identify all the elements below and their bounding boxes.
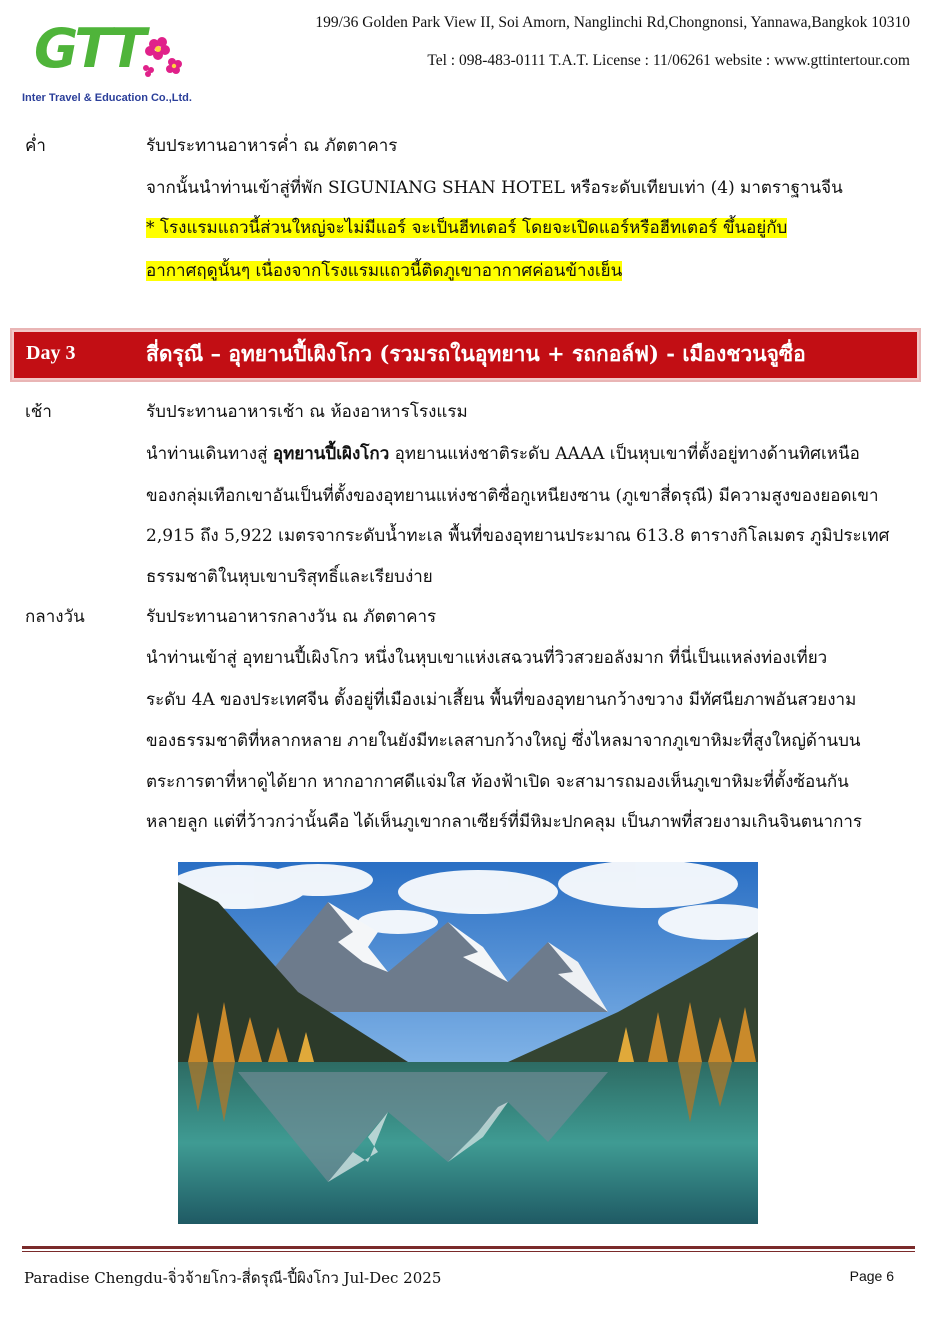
company-logo	[22, 17, 192, 110]
lunch-paragraph-line: ตระการตาที่หาดูได้ยาก หากอากาศดีแจ่มใส ท้องฟ้าเปิด จะสามารถมองเห็นภูเขาหิมะที่ตั้งซ้อนกัน	[146, 772, 849, 792]
dinner-line: รับประทานอาหารค่ำ ณ ภัตตาคาร	[146, 136, 398, 156]
morning-paragraph-line: ของกลุ่มเทือกเขาอันเป็นที่ตั้งของอุทยานแห่งชาติซื่อกูเหนียงซาน (ภูเขาสี่ดรุณี) มีความสูงของยอดเขา	[146, 486, 879, 506]
flower-icon	[134, 32, 186, 88]
text-segment: นำท่านเดินทางสู่	[146, 444, 273, 464]
lunch-line: รับประทานอาหารกลางวัน ณ ภัตตาคาร	[146, 607, 437, 627]
morning-paragraph-line: ธรรมชาติในหุบเขาบริสุทธิ์และเรียบง่าย	[146, 567, 433, 587]
lunch-paragraph-line: นำท่านเข้าสู่ อุทยานปี้เผิงโกว หนึ่งในหุบเขาแห่งเสฉวนที่วิวสวยอลังมาก ที่นี่เป็นแหล่งท่องเที่ยว	[146, 648, 828, 668]
morning-paragraph-line: 2,915 ถึง 5,922 เมตรจากระดับน้ำทะเล พื้นที่ของอุทยานประมาณ 613.8 ตารางกิโลเมตร ภูมิประเทศ	[146, 526, 890, 546]
footer-program-title: Paradise Chengdu-จิ่วจ้ายโกว-สี่ดรุณี-ปี้ผิงโกว Jul-Dec 2025	[24, 1269, 442, 1287]
morning-paragraph-line	[146, 440, 860, 467]
hotel-note-line	[146, 257, 622, 284]
logo-text: GTT	[34, 17, 144, 80]
hotel-note-line	[146, 214, 787, 241]
page-number: Page 6	[849, 1268, 894, 1284]
logo-tagline: Inter Travel & Education Co.,Ltd.	[22, 92, 192, 104]
breakfast-line: รับประทานอาหารเช้า ณ ห้องอาหารโรงแรม	[146, 402, 468, 422]
lunch-paragraph-line: ระดับ 4A ของประเทศจีน ตั้งอยู่ที่เมืองเม่าเสี้ยน พื้นที่ของอุทยานกว้างขวาง มีทัศนียภาพอันสวยงาม	[146, 690, 857, 710]
day-title: สี่ดรุณี – อุทยานปี้เผิงโกว (รวมรถในอุทยาน + รถกอล์ฟ) - เมืองชวนจูซื่อ	[146, 341, 806, 366]
lunch-paragraph-line: หลายลูก แต่ที่ว้าวกว่านั้นคือ ได้เห็นภูเขากลาเซียร์ที่มีหิมะปกคลุม เป็นภาพที่สวยงามเกินจินตนาการ	[146, 812, 863, 832]
footer-divider-thin	[22, 1251, 915, 1252]
company-contact: Tel : 098-483-0111 T.A.T. License : 11/06261 website : www.gttintertour.com	[427, 52, 910, 69]
company-address: 199/36 Golden Park View II, Soi Amorn, Nanglinchi Rd,Chongnonsi, Yannawa,Bangkok 10310	[315, 14, 910, 31]
lunch-label: กลางวัน	[25, 607, 85, 627]
highlight-text: อากาศฤดูนั้นๆ เนื่องจากโรงแรมแถวนี้ติดภูเขาอากาศค่อนข้างเย็น	[146, 261, 623, 281]
landscape-illustration	[178, 862, 758, 1224]
morning-label: เช้า	[25, 402, 52, 422]
hotel-line: จากนั้นนำท่านเข้าสู่ที่พัก SIGUNIANG SHAN HOTEL หรือระดับเทียบเท่า (4) มาตราฐานจีน	[146, 178, 843, 198]
text-segment: อุทยานแห่งชาติระดับ AAAA เป็นหุบเขาที่ตั้งอยู่ทางด้านทิศเหนือ	[389, 444, 860, 464]
park-name: อุทยานปี้เผิงโกว	[272, 444, 390, 464]
footer-divider	[22, 1246, 915, 1249]
lunch-paragraph-line: ของธรรมชาติที่หลากหลาย ภายในยังมีทะเลสาบกว้างใหญ่ ซึ่งไหลมาจากภูเขาหิมะที่สูงใหญ่ด้านบน	[146, 731, 861, 751]
mountain-lake-photo	[178, 862, 758, 1224]
day-number: Day 3	[26, 342, 76, 364]
highlight-text: * โรงแรมแถวนี้ส่วนใหญ่จะไม่มีแอร์ จะเป็นฮีทเตอร์ โดยจะเปิดแอร์หรือฮีทเตอร์ ขึ้นอยู่กับ	[146, 218, 788, 238]
dinner-label: ค่ำ	[25, 136, 46, 156]
